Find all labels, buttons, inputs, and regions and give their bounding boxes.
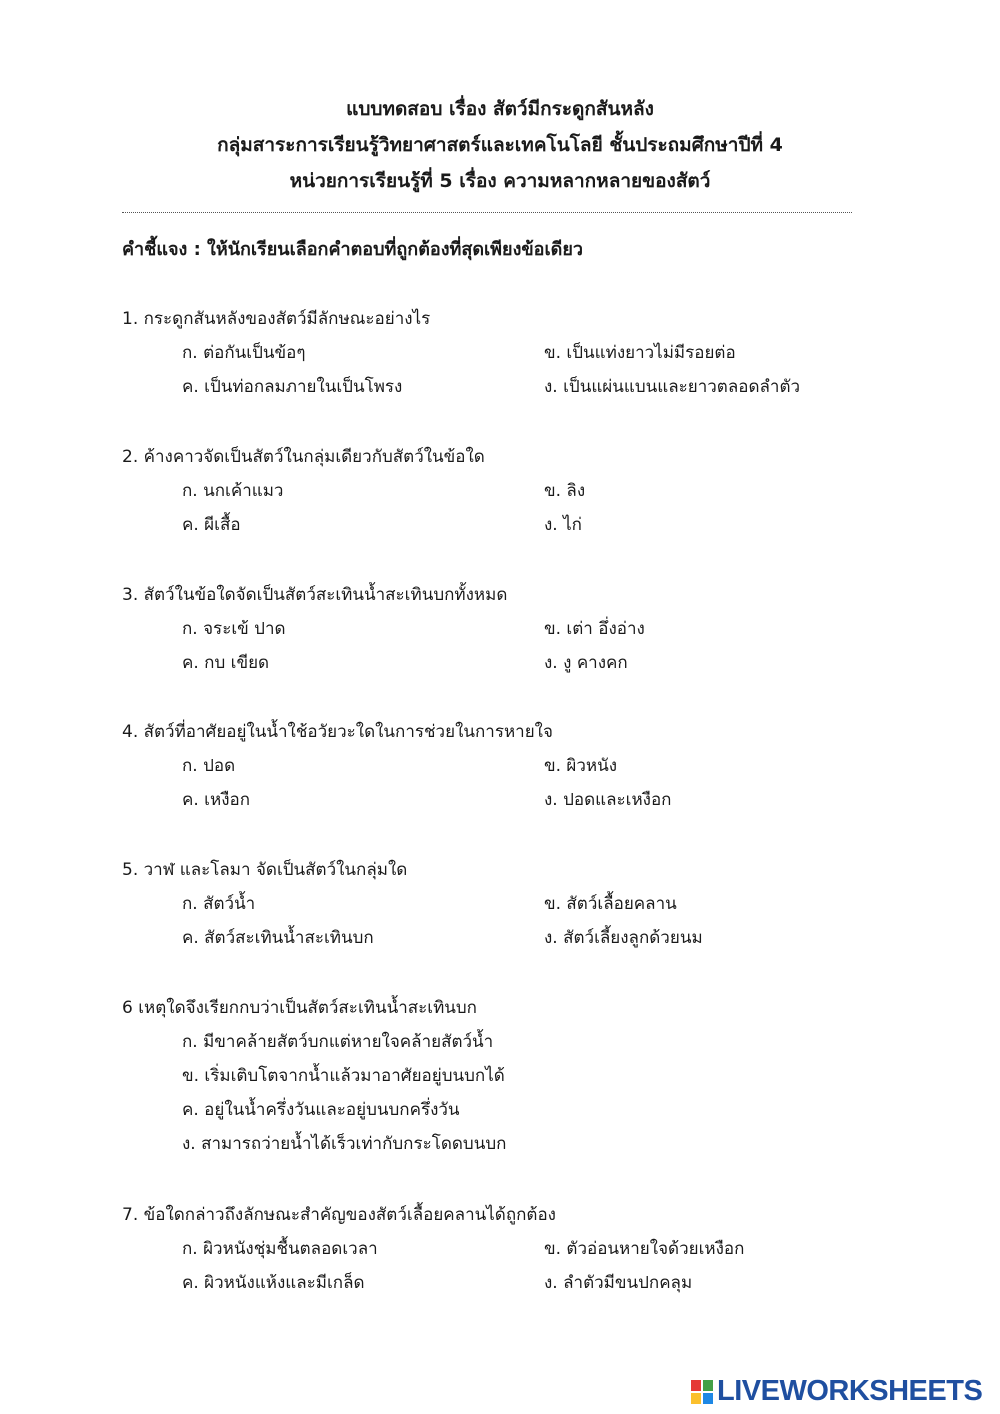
option-a[interactable]: ก. มีขาคล้ายสัตว์บกแต่หายใจคล้ายสัตว์น้ำ [182, 1032, 494, 1052]
option-d[interactable]: ง. ไก่ [544, 515, 582, 535]
question-stem: 6 เหตุใดจึงเรียกกบว่าเป็นสัตว์สะเทินน้ำสะเทินบก [122, 998, 477, 1018]
option-c[interactable]: ค. ผีเสื้อ [182, 515, 241, 535]
liveworksheets-logo[interactable] [691, 1375, 982, 1408]
option-b[interactable]: ข. เริ่มเติบโตจากน้ำแล้วมาอาศัยอยู่บนบกได้ [182, 1066, 505, 1086]
liveworksheets-logo-icon [691, 1380, 713, 1404]
option-b[interactable]: ข. ตัวอ่อนหายใจด้วยเหงือก [544, 1239, 745, 1259]
option-c[interactable]: ค. เป็นท่อกลมภายในเป็นโพรง [182, 377, 403, 397]
option-d[interactable]: ง. สัตว์เลี้ยงลูกด้วยนม [544, 928, 703, 948]
logo-text: LIVEWORKSHEETS [717, 1375, 983, 1407]
option-a[interactable]: ก. ต่อกันเป็นข้อๆ [182, 343, 306, 363]
question-stem: 2. ค้างคาวจัดเป็นสัตว์ในกลุ่มเดียวกับสัตว์ในข้อใด [122, 447, 485, 467]
question-stem: 5. วาฬ และโลมา จัดเป็นสัตว์ในกลุ่มใด [122, 860, 408, 880]
option-c[interactable]: ค. กบ เขียด [182, 653, 270, 673]
option-c[interactable]: ค. ผิวหนังแห้งและมีเกล็ด [182, 1273, 365, 1293]
option-d[interactable]: ง. ลำตัวมีขนปกคลุม [544, 1273, 693, 1293]
unit-title: หน่วยการเรียนรู้ที่ 5 เรื่อง ความหลากหลายของสัตว์ [289, 170, 711, 192]
option-a[interactable]: ก. นกเค้าแมว [182, 481, 284, 501]
option-d[interactable]: ง. สามารถว่ายน้ำได้เร็วเท่ากับกระโดดบนบก [182, 1134, 507, 1154]
option-a[interactable]: ก. ปอด [182, 756, 236, 776]
logo-square-icon [703, 1393, 713, 1404]
dotted-divider [122, 212, 852, 213]
option-b[interactable]: ข. สัตว์เลื้อยคลาน [544, 894, 677, 914]
option-c[interactable]: ค. สัตว์สะเทินน้ำสะเทินบก [182, 928, 374, 948]
logo-square-icon [703, 1380, 713, 1391]
option-b[interactable]: ข. ลิง [544, 481, 586, 501]
question-stem: 1. กระดูกสันหลังของสัตว์มีลักษณะอย่างไร [122, 309, 431, 329]
option-b[interactable]: ข. เต่า อึ่งอ่าง [544, 619, 645, 639]
option-d[interactable]: ง. ปอดและเหงือก [544, 790, 672, 810]
question-stem: 4. สัตว์ที่อาศัยอยู่ในน้ำใช้อวัยวะใดในการช่วยในการหายใจ [122, 722, 553, 742]
question-stem: 7. ข้อใดกล่าวถึงลักษณะสำคัญของสัตว์เลื้อยคลานได้ถูกต้อง [122, 1205, 556, 1225]
option-a[interactable]: ก. ผิวหนังชุ่มชื้นตลอดเวลา [182, 1239, 378, 1259]
option-b[interactable]: ข. ผิวหนัง [544, 756, 618, 776]
option-d[interactable]: ง. งู คางคก [544, 653, 628, 673]
option-b[interactable]: ข. เป็นแท่งยาวไม่มีรอยต่อ [544, 343, 736, 363]
option-a[interactable]: ก. จระเข้ ปาด [182, 619, 286, 639]
logo-square-icon [691, 1380, 701, 1391]
option-a[interactable]: ก. สัตว์น้ำ [182, 894, 256, 914]
page-title: แบบทดสอบ เรื่อง สัตว์มีกระดูกสันหลัง [346, 98, 654, 120]
option-c[interactable]: ค. เหงือก [182, 790, 250, 810]
option-d[interactable]: ง. เป็นแผ่นแบนและยาวตลอดลำตัว [544, 377, 801, 397]
instruction-text: คำชี้แจง : ให้นักเรียนเลือกคำตอบที่ถูกต้องที่สุดเพียงข้อเดียว [122, 239, 583, 260]
subject-title: กลุ่มสาระการเรียนรู้วิทยาศาสตร์และเทคโนโลยี ชั้นประถมศึกษาปีที่ 4 [217, 134, 783, 156]
question-stem: 3. สัตว์ในข้อใดจัดเป็นสัตว์สะเทินน้ำสะเทินบกทั้งหมด [122, 585, 508, 605]
option-c[interactable]: ค. อยู่ในน้ำครึ่งวันและอยู่บนบกครึ่งวัน [182, 1100, 460, 1120]
logo-square-icon [691, 1393, 701, 1404]
